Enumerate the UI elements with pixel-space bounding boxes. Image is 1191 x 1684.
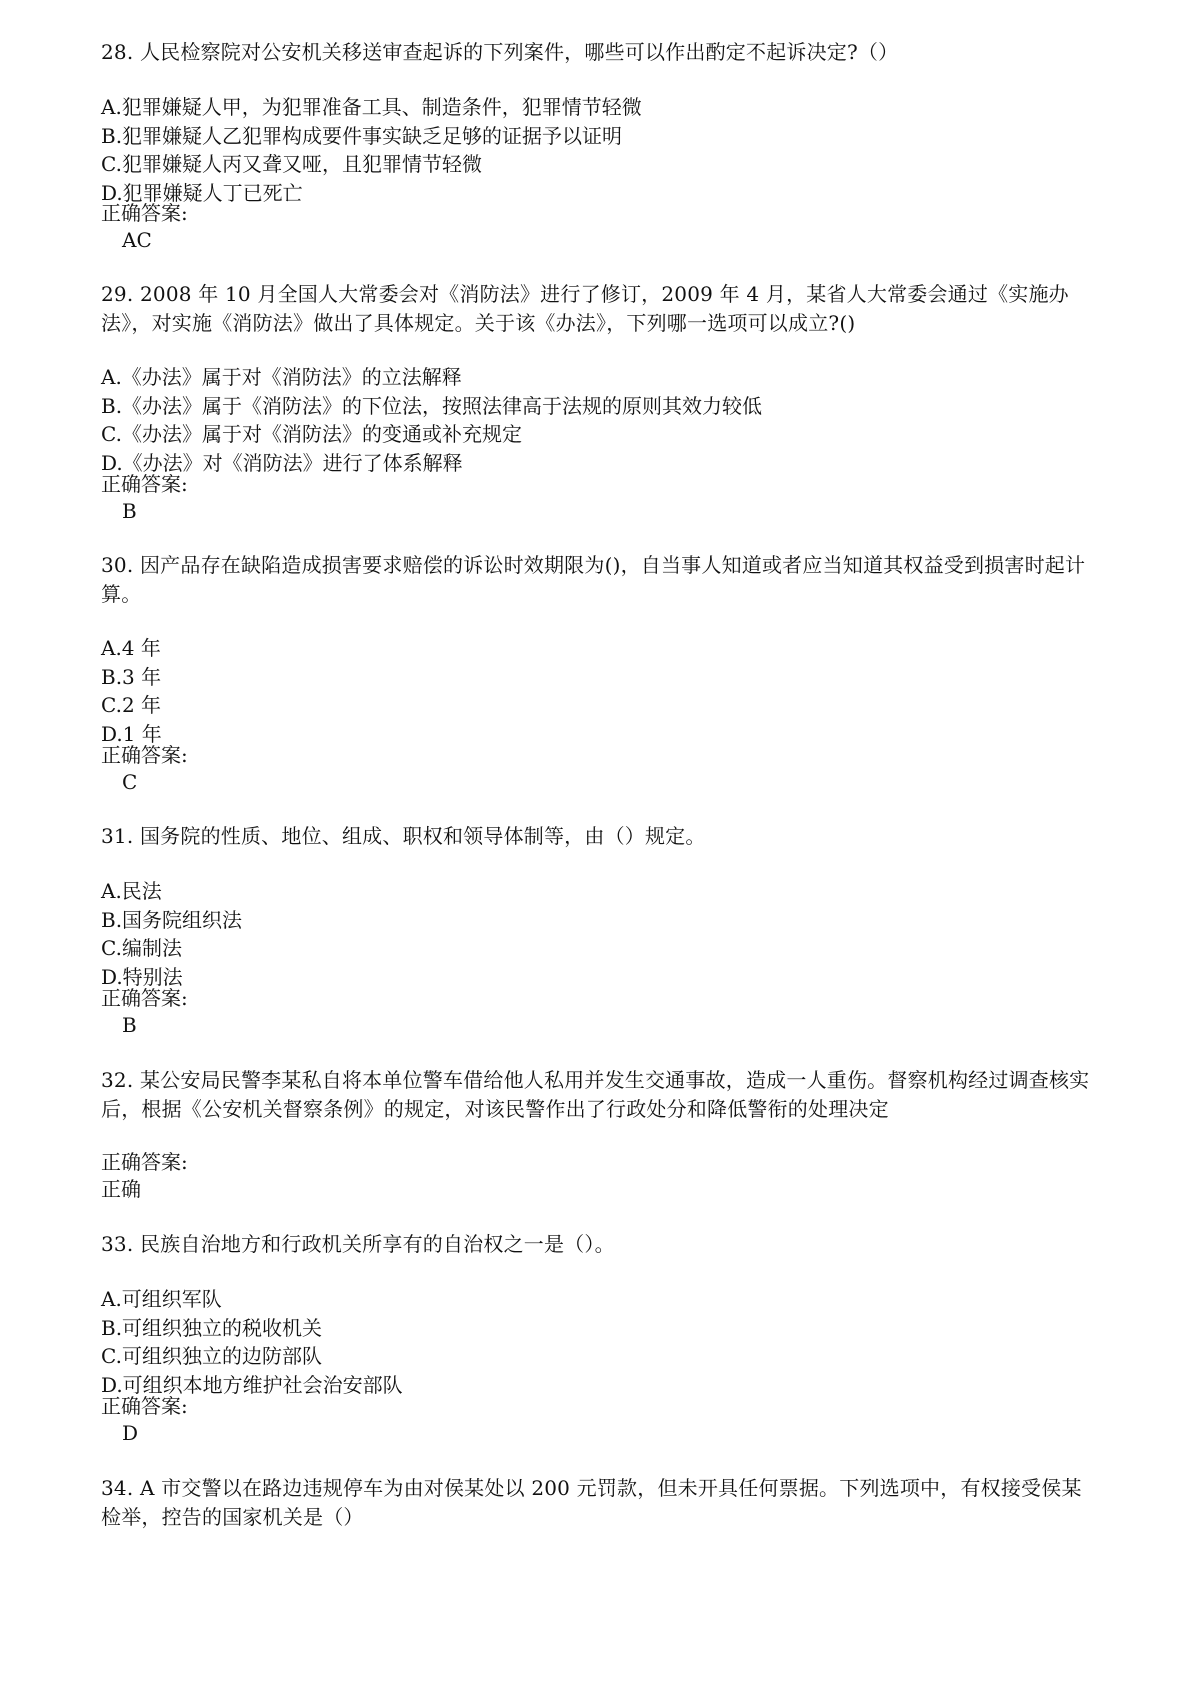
option-d: D.犯罪嫌疑人丁已死亡 [101, 180, 303, 205]
answer-label: 正确答案: [101, 1150, 188, 1174]
option-c: C.《办法》属于对《消防法》的变通或补充规定 [101, 422, 522, 446]
answer-value: D [122, 1421, 139, 1445]
option-a: A.犯罪嫌疑人甲，为犯罪准备工具、制造条件，犯罪情节轻微 [101, 95, 642, 119]
option-a: A.4 年 [101, 636, 161, 660]
option-c: C.编制法 [101, 936, 182, 960]
option-b: B.可组织独立的税收机关 [101, 1315, 323, 1340]
option-b: B.《办法》属于《消防法》的下位法，按照法律高于法规的原则其效力较低 [101, 393, 763, 418]
option-a: A.民法 [101, 879, 162, 903]
answer-value: B [122, 499, 137, 523]
option-b: B.国务院组织法 [101, 907, 243, 932]
option-a: A.可组织军队 [101, 1287, 222, 1311]
option-b: B.犯罪嫌疑人乙犯罪构成要件事实缺乏足够的证据予以证明 [101, 123, 623, 148]
options-list [101, 634, 1101, 748]
option-b: B.3 年 [101, 664, 162, 689]
option-d: D.特别法 [101, 964, 183, 989]
option-d: D.《办法》对《消防法》进行了体系解释 [101, 450, 463, 475]
question-stem: 29. 2008 年 10 月全国人大常委会对《消防法》进行了修订，2009 年 4 月，某省人大常委会通过《实施办法》，对实施《消防法》做出了具体规定。关于该《办法》，下列哪一选项可以成立?() [101, 282, 1069, 335]
answer-value: 正确 [101, 1177, 141, 1201]
answer-label: 正确答案: [101, 201, 188, 225]
answer-label: 正确答案: [101, 743, 188, 767]
options-list [101, 877, 1101, 991]
question-stem: 30. 因产品存在缺陷造成损害要求赔偿的诉讼时效期限为()，自当事人知道或者应当知道其权益受到损害时起计算。 [101, 553, 1086, 606]
option-c: C.可组织独立的边防部队 [101, 1344, 322, 1368]
option-c: C.犯罪嫌疑人丙又聋又哑，且犯罪情节轻微 [101, 152, 482, 176]
options-list [101, 93, 1101, 207]
option-a: A.《办法》属于对《消防法》的立法解释 [101, 365, 462, 389]
answer-value: C [122, 770, 138, 794]
question-stem: 34. A 市交警以在路边违规停车为由对侯某处以 200 元罚款，但未开具任何票据。下列选项中，有权接受侯某检举，控告的国家机关是（） [101, 1476, 1082, 1529]
answer-value: B [122, 1013, 137, 1037]
question-stem: 28. 人民检察院对公安机关移送审查起诉的下列案件，哪些可以作出酌定不起诉决定?（） [101, 40, 899, 64]
answer-label: 正确答案: [101, 472, 188, 496]
answer-value: AC [122, 228, 152, 252]
options-list [101, 363, 1101, 477]
question-stem: 32. 某公安局民警李某私自将本单位警车借给他人私用并发生交通事故，造成一人重伤。督察机构经过调查核实后，根据《公安机关督察条例》的规定，对该民警作出了行政处分和降低警衔的处理决定 [101, 1068, 1090, 1121]
question-stem: 31. 国务院的性质、地位、组成、职权和领导体制等，由（）规定。 [101, 824, 706, 848]
answer-label: 正确答案: [101, 1394, 188, 1418]
option-c: C.2 年 [101, 693, 162, 717]
question-stem: 33. 民族自治地方和行政机关所享有的自治权之一是（）。 [101, 1232, 615, 1256]
options-list [101, 1285, 1101, 1399]
option-d: D.可组织本地方维护社会治安部队 [101, 1372, 403, 1397]
answer-label: 正确答案: [101, 986, 188, 1010]
option-d: D.1 年 [101, 721, 162, 746]
